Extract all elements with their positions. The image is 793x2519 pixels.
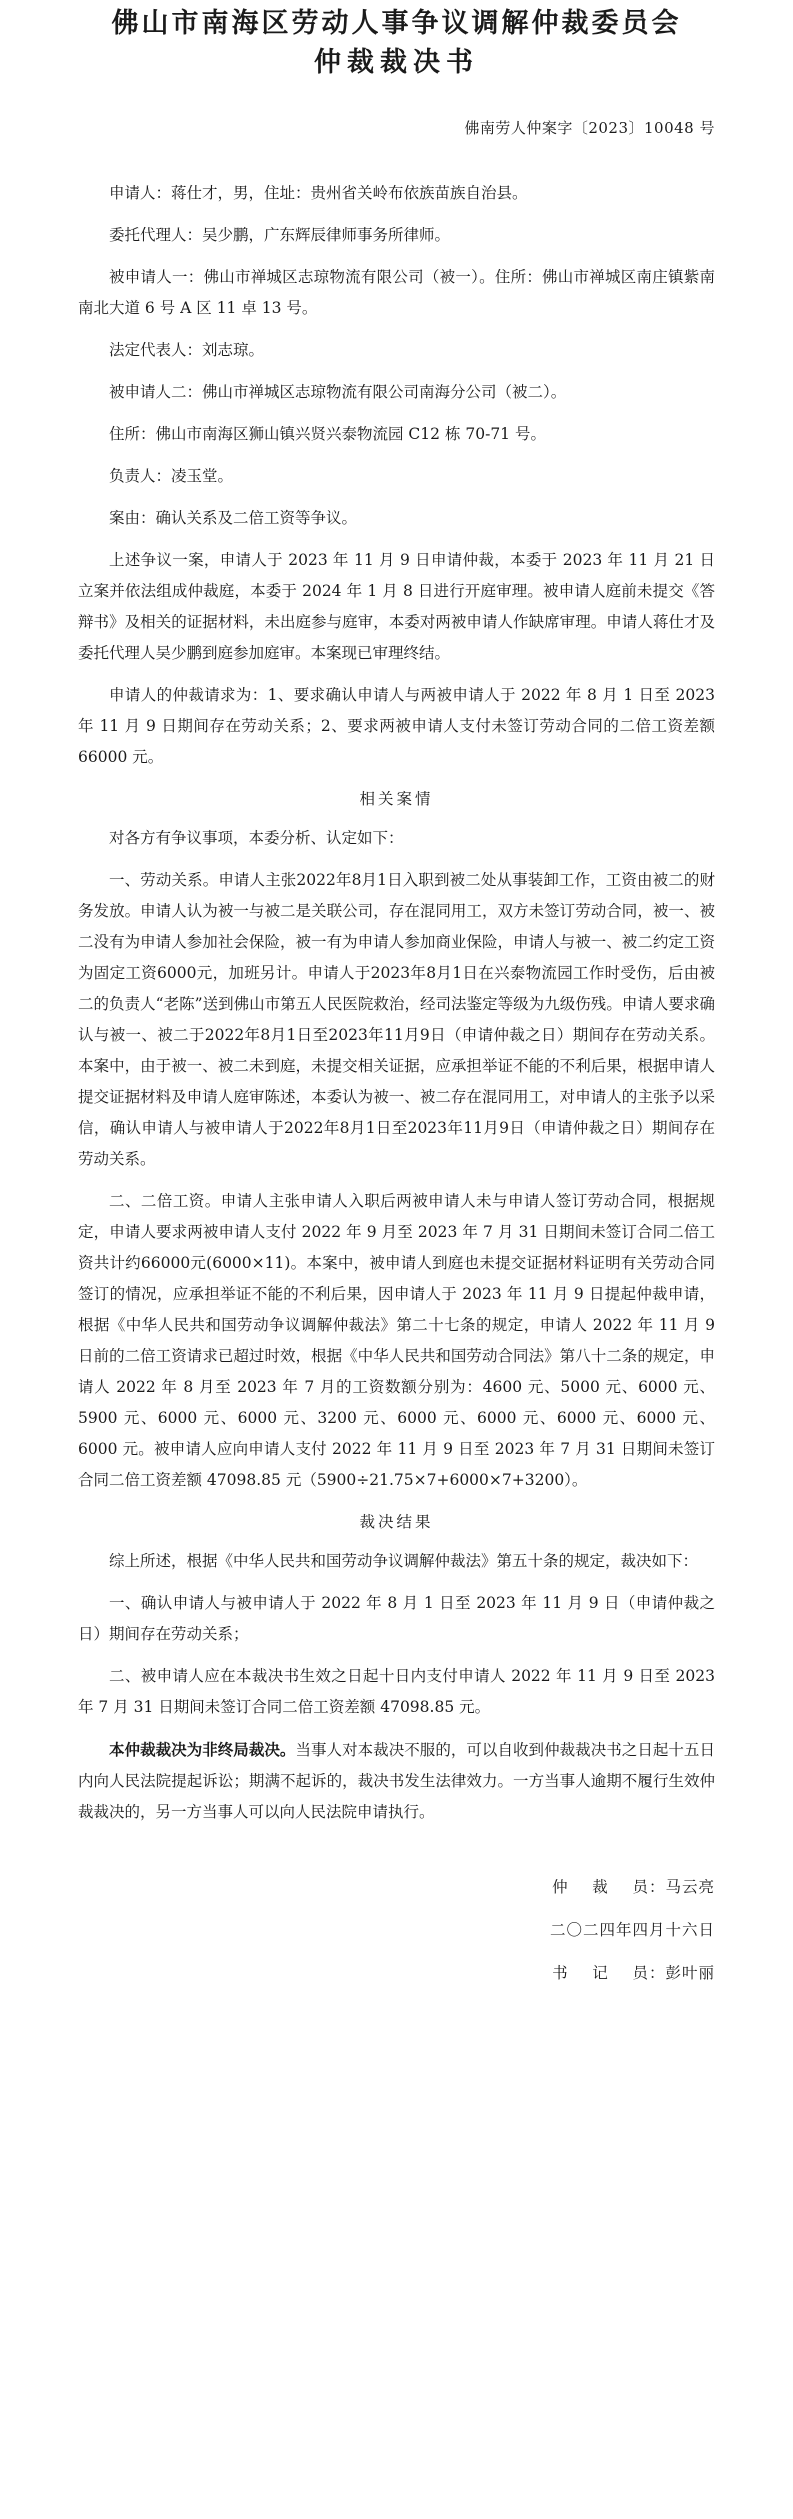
document-title-line2: 仲裁裁决书: [314, 47, 479, 78]
finality-notice-bold: 本仲裁裁决为非终局裁决。: [109, 1740, 296, 1759]
party-respondent-2: 被申请人二：佛山市禅城区志琼物流有限公司南海分公司（被二）。: [109, 383, 567, 401]
fact-double-wage: 二、二倍工资。申请人主张申请人入职后两被申请人未与申请人签订劳动合同，根据规定，申请人要求两被申请人支付 2022 年 9 月至 2023 年 7 月 31 日期间未签订合同二倍工资共计约66000元(6000×11)。本案中，被申请人到庭也未提交证据材料证明有关劳动合同签订的情况，应承担举证不能的不利后果，因申请人于 2023 年 11 月 9 日提起仲裁申请，根据《中华人民共和国劳动争议调解仲裁法》第二十七条的规定，申请人 2022 年 11 月 9 日前的二倍工资请求已超过时效，根据《中华人民共和国劳动合同法》第八十二条的规定，申请人 2022 年 8 月至 2023 年 7 月的工资数额分别为：4600 元、5000 元、6000 元、5900 元、6000 元、6000 元、3200 元、6000 元、6000 元、6000 元、6000 元、6000 元。被申请人应向申请人支付 2022 年 11 月 9 日至 2023 年 7 月 31 日期间未签订合同二倍工资差额 47098.85 元（5900÷21.75×7+6000×7+3200）。: [78, 1192, 715, 1489]
procedure-paragraph: 上述争议一案，申请人于 2023 年 11 月 9 日申请仲裁，本委于 2023 年 11 月 21 日立案并依法组成仲裁庭，本委于 2024 年 1 月 8 日进行开庭审理。被申请人庭前未提交《答辩书》及相关的证据材料，未出庭参与庭审，本委对两被申请人作缺席审理。申请人蒋仕才及委托代理人吴少鹏到庭参加庭审。本案现已审理终结。: [78, 551, 715, 662]
party-respondent-1: 被申请人一：佛山市禅城区志琼物流有限公司（被一）。住所：佛山市禅城区南庄镇紫南南北大道 6 号 A 区 11 卓 13 号。: [78, 268, 715, 317]
finality-notice-text: 当事人对本裁决不服的，可以自收到仲裁裁决书之日起十五日内向人民法院提起诉讼；期满不起诉的，裁决书发生法律效力。一方当事人逾期不履行生效仲裁裁决的，另一方当事人可以向人民法院申请执行。: [78, 1741, 715, 1821]
party-legal-representative: 法定代表人：刘志琼。: [109, 341, 265, 359]
party-person-in-charge: 负责人：凌玉堂。: [109, 467, 234, 485]
signature-clerk: 书 记 员：彭叶丽: [552, 1964, 715, 1982]
result-item-1: 一、确认申请人与被申请人于 2022 年 8 月 1 日至 2023 年 11 月 9 日（申请仲裁之日）期间存在劳动关系；: [78, 1594, 715, 1643]
claims-paragraph: 申请人的仲裁请求为：1、要求确认申请人与两被申请人于 2022 年 8 月 1 日至 2023 年 11 月 9 日期间存在劳动关系；2、要求两被申请人支付未签订劳动合同的二倍工资差额 66000 元。: [78, 686, 715, 766]
signature-block: [78, 1872, 715, 1989]
party-respondent-2-address: 住所：佛山市南海区狮山镇兴贤兴泰物流园 C12 栋 70-71 号。: [109, 425, 546, 443]
finality-notice: [78, 1734, 715, 1828]
result-intro: 综上所述，根据《中华人民共和国劳动争议调解仲裁法》第五十条的规定，裁决如下：: [109, 1552, 699, 1570]
section-heading-result: 裁决结果: [359, 1513, 434, 1531]
document-title-line1: 佛山市南海区劳动人事争议调解仲裁委员会: [111, 8, 682, 39]
signature-date: 二〇二四年四月十六日: [549, 1921, 715, 1939]
party-agent: 委托代理人：吴少鹏，广东辉辰律师事务所律师。: [109, 226, 451, 244]
section-heading-facts: 相关案情: [359, 790, 434, 808]
signature-arbitrator: 仲 裁 员：马云亮: [552, 1878, 715, 1896]
facts-intro: 对各方有争议事项，本委分析、认定如下：: [109, 829, 404, 847]
fact-labor-relation: 一、劳动关系。申请人主张2022年8月1日入职到被二处从事装卸工作，工资由被二的财务发放。申请人认为被一与被二是关联公司，存在混同用工，双方未签订劳动合同，被一、被二没有为申请人参加社会保险，被一有为申请人参加商业保险，申请人与被一、被二约定工资为固定工资6000元，加班另计。申请人于2023年8月1日在兴泰物流园工作时受伤，后由被二的负责人“老陈”送到佛山市第五人民医院救治，经司法鉴定等级为九级伤残。申请人要求确认与被一、被二于2022年8月1日至2023年11月9日（申请仲裁之日）期间存在劳动关系。本案中，由于被一、被二未到庭，未提交相关证据，应承担举证不能的不利后果，根据申请人提交证据材料及申请人庭审陈述，本委认为被一、被二存在混同用工，对申请人的主张予以采信，确认申请人与被申请人于2022年8月1日至2023年11月9日（申请仲裁之日）期间存在劳动关系。: [78, 871, 715, 1168]
party-applicant: 申请人：蒋仕才，男，住址：贵州省关岭布依族苗族自治县。: [109, 184, 528, 202]
result-item-2: 二、被申请人应在本裁决书生效之日起十日内支付申请人 2022 年 11 月 9 日至 2023 年 7 月 31 日期间未签订合同二倍工资差额 47098.85 元。: [78, 1667, 715, 1716]
case-number: 佛南劳人仲案字〔2023〕10048 号: [464, 119, 715, 137]
case-cause: 案由：确认关系及二倍工资等争议。: [109, 509, 358, 527]
